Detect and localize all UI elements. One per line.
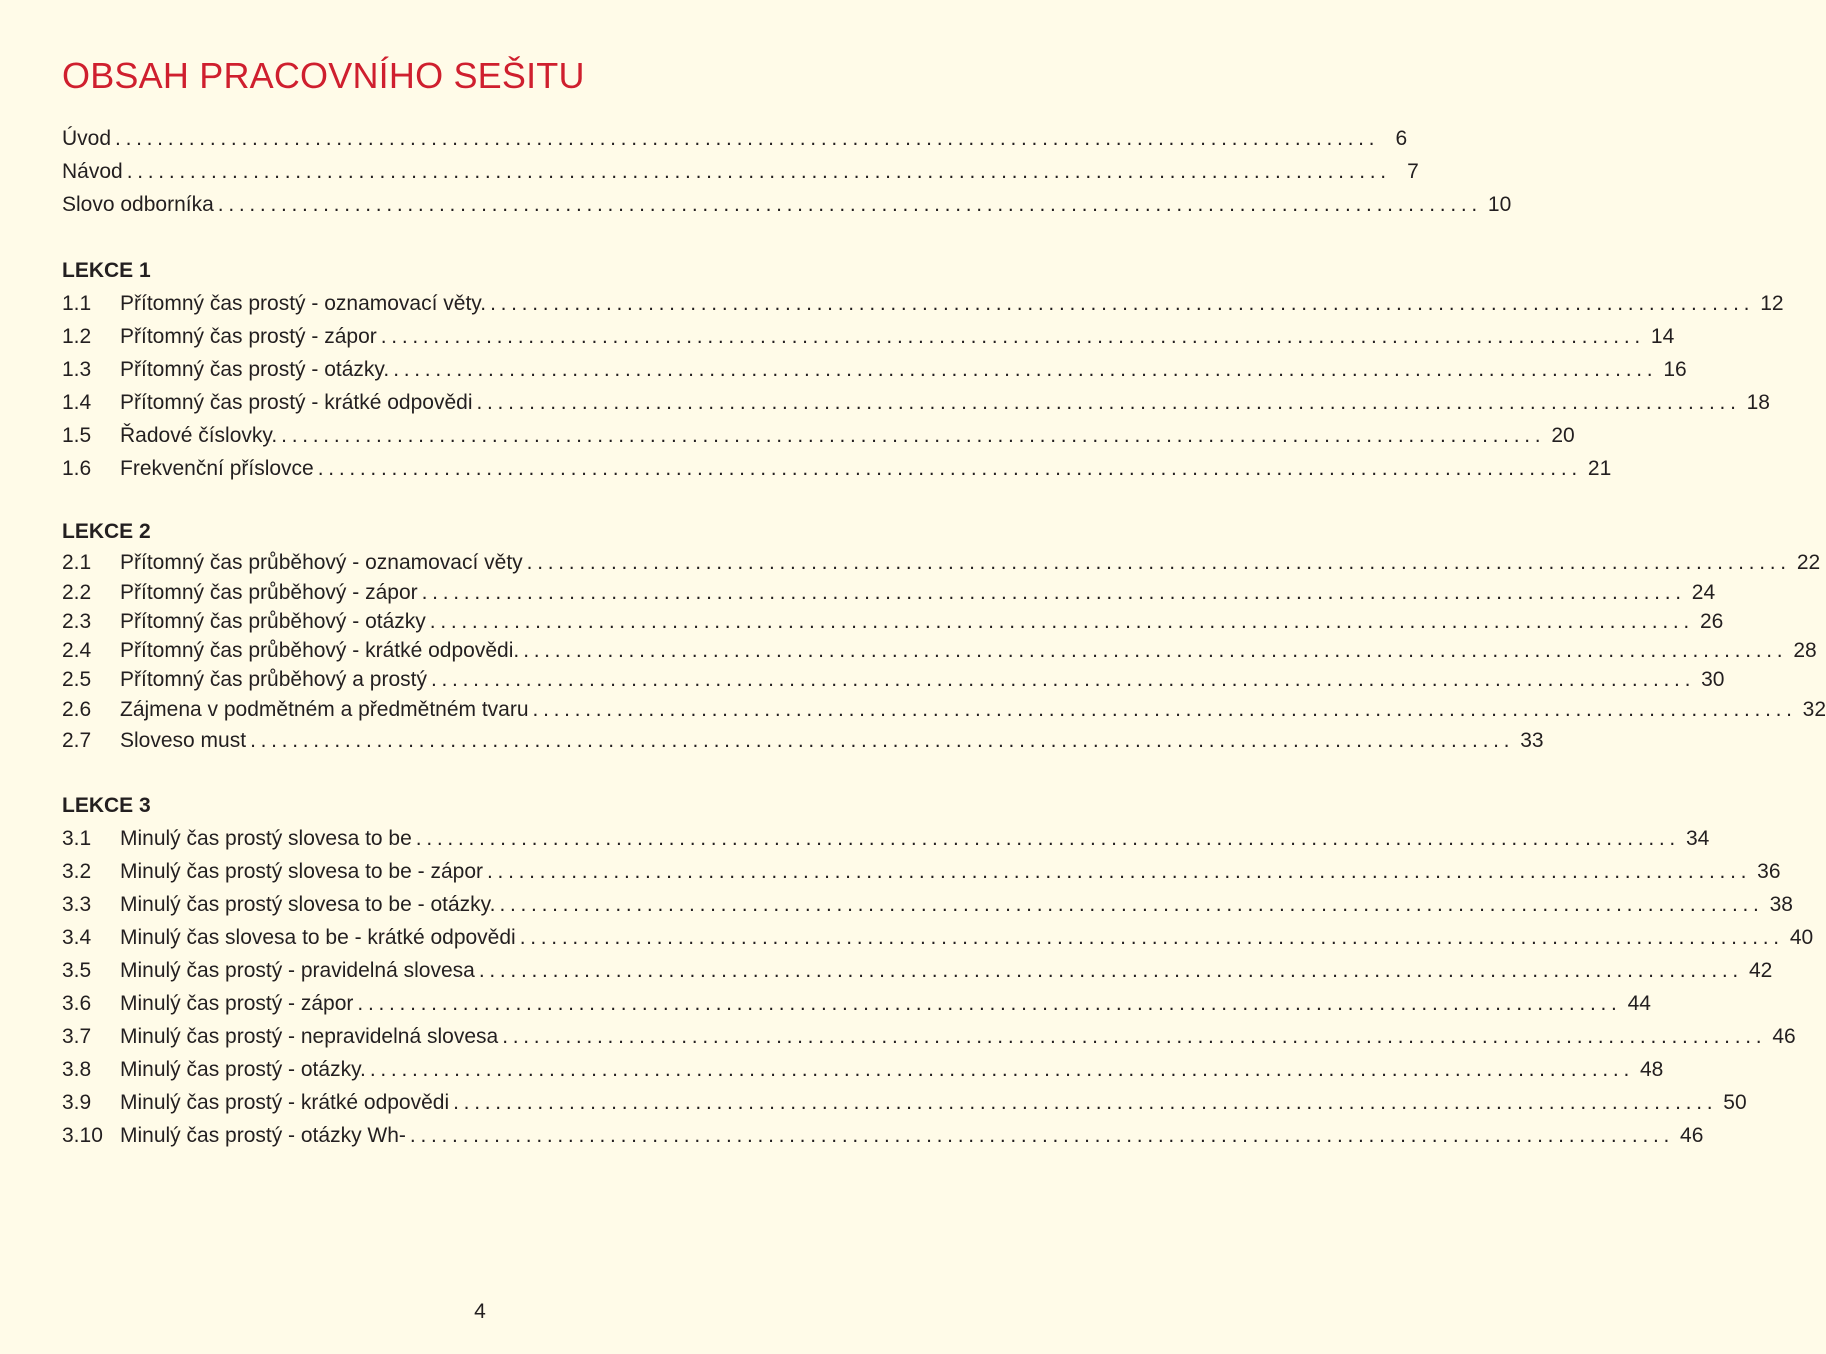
toc-entry[interactable] xyxy=(62,1086,1747,1119)
toc-entry-number: 3.8 xyxy=(62,1058,92,1081)
toc-entry-page: 7 xyxy=(1407,160,1419,183)
dot-leader: ........................................................................................................................ xyxy=(393,358,1658,381)
dot-leader: ........................................................................................................................ xyxy=(526,551,1791,574)
toc-entry-title: Minulý čas prostý - zápor xyxy=(120,992,354,1015)
toc-entry-page: 22 xyxy=(1796,551,1821,574)
toc-entry-page: 12 xyxy=(1760,292,1784,315)
dot-leader: ........................................................................................................................ xyxy=(217,193,1482,216)
toc-entry-title: Přítomný čas prostý - oznamovací věty. xyxy=(120,292,487,315)
toc-entry-title: Minulý čas prostý - otázky. xyxy=(120,1058,366,1081)
toc-entry-number: 3.10 xyxy=(62,1124,103,1147)
dot-leader: ........................................................................................................................ xyxy=(490,292,1755,315)
dot-leader: ........................................................................................................................ xyxy=(532,698,1797,721)
toc-entry-title: Přítomný čas průběhový - otázky xyxy=(120,610,426,633)
toc-entry-number: 1.2 xyxy=(62,325,92,348)
dot-leader: ........................................................................................................................ xyxy=(380,325,1645,348)
toc-entry-number: 3.7 xyxy=(62,1025,92,1048)
toc-entry-number: 1.1 xyxy=(62,292,92,315)
lesson-3-section xyxy=(62,789,1814,1152)
toc-entry[interactable] xyxy=(62,607,1724,636)
toc-entry[interactable] xyxy=(62,888,1793,921)
toc-entry-number: 2.6 xyxy=(62,698,92,721)
lesson-heading: LEKCE 3 xyxy=(62,794,151,817)
lesson-2-section xyxy=(62,515,1826,756)
dot-leader: ........................................................................................................................ xyxy=(429,610,1694,633)
toc-entry-page: 34 xyxy=(1685,827,1710,850)
toc-entry-number: 2.3 xyxy=(62,610,92,633)
toc-entry[interactable] xyxy=(62,320,1675,353)
toc-entry-page: 26 xyxy=(1699,610,1724,633)
toc-entry-title: Přítomný čas prostý - krátké odpovědi xyxy=(120,391,473,414)
toc-entry-number: 3.6 xyxy=(62,992,92,1015)
toc-entry[interactable] xyxy=(62,1053,1664,1086)
lesson-heading: LEKCE 2 xyxy=(62,520,151,543)
dot-leader: ........................................................................................................................ xyxy=(281,424,1546,447)
toc-entry[interactable] xyxy=(62,954,1773,987)
dot-leader: ........................................................................................................................ xyxy=(476,391,1741,414)
toc-entry-number: 3.2 xyxy=(62,860,92,883)
toc-entry-page: 10 xyxy=(1487,193,1512,216)
toc-entry-navod[interactable] xyxy=(62,155,1419,188)
toc-entry-page: 32 xyxy=(1802,698,1826,721)
dot-leader: ........................................................................................................................ xyxy=(453,1091,1718,1114)
page-title: OBSAH PRACOVNÍHO SEŠITU xyxy=(62,55,585,96)
toc-entry-title: Návod xyxy=(62,160,123,183)
toc-entry-number: 3.9 xyxy=(62,1091,92,1114)
toc-entry-title: Přítomný čas prostý - zápor xyxy=(120,325,377,348)
dot-leader: ........................................................................................................................ xyxy=(317,457,1582,480)
toc-entry[interactable] xyxy=(62,987,1651,1020)
toc-entry-title: Minulý čas prostý slovesa to be - zápor xyxy=(120,860,483,883)
dot-leader: ........................................................................................................................ xyxy=(523,639,1788,662)
toc-entry[interactable] xyxy=(62,725,1544,756)
toc-entry-title: Sloveso must xyxy=(120,729,247,752)
toc-entry-page: 44 xyxy=(1627,992,1651,1015)
toc-entry[interactable] xyxy=(62,636,1817,665)
toc-entry[interactable] xyxy=(62,578,1716,607)
toc-entry-page: 18 xyxy=(1746,391,1770,414)
toc-entry-number: 1.4 xyxy=(62,391,92,414)
toc-entry-number: 1.3 xyxy=(62,358,92,381)
toc-entry[interactable] xyxy=(62,419,1575,452)
toc-entry[interactable] xyxy=(62,1119,1704,1152)
toc-entry-number: 2.2 xyxy=(62,581,92,604)
toc-entry-title: Frekvenční příslovce xyxy=(120,457,314,480)
toc-entry-title: Minulý čas slovesa to be - krátké odpovědi xyxy=(120,926,516,949)
toc-entry[interactable] xyxy=(62,452,1612,485)
toc-entry-number: 3.4 xyxy=(62,926,92,949)
toc-entry[interactable] xyxy=(62,665,1725,694)
toc-entry[interactable] xyxy=(62,822,1710,855)
dot-leader: ........................................................................................................................ xyxy=(499,893,1764,916)
toc-entry-page: 30 xyxy=(1701,668,1725,691)
toc-entry-page: 42 xyxy=(1748,959,1773,982)
toc-entry[interactable] xyxy=(62,855,1781,888)
toc-entry-page: 24 xyxy=(1691,581,1716,604)
toc-entry-number: 2.1 xyxy=(62,551,92,574)
toc-entry-number: 2.4 xyxy=(62,639,92,662)
toc-entry-number: 1.5 xyxy=(62,424,92,447)
dot-leader: ........................................................................................................................ xyxy=(478,959,1743,982)
toc-entry-number: 3.5 xyxy=(62,959,92,982)
toc-entry-page: 36 xyxy=(1757,860,1781,883)
dot-leader: ........................................................................................................................ xyxy=(250,729,1515,752)
toc-entry-slovo-odbornika[interactable] xyxy=(62,188,1512,221)
toc-entry-page: 38 xyxy=(1769,893,1793,916)
lesson-1-section xyxy=(62,254,1784,485)
dot-leader: ........................................................................................................................ xyxy=(357,992,1622,1015)
intro-section xyxy=(62,122,1512,221)
toc-entry[interactable] xyxy=(62,548,1821,578)
toc-entry-title: Přítomný čas průběhový - zápor xyxy=(120,581,418,604)
toc-entry-page: 28 xyxy=(1793,639,1817,662)
toc-entry-title: Přítomný čas průběhový a prostý xyxy=(120,668,427,691)
toc-entry-page: 46 xyxy=(1680,1124,1704,1147)
toc-entry[interactable] xyxy=(62,353,1687,386)
toc-entry[interactable] xyxy=(62,287,1784,320)
toc-entry-title: Minulý čas prostý - krátké odpovědi xyxy=(120,1091,450,1114)
toc-entry[interactable] xyxy=(62,694,1826,725)
dot-leader: ........................................................................................................................ xyxy=(487,860,1752,883)
toc-entry-title: Minulý čas prostý slovesa to be xyxy=(120,827,412,850)
toc-entry-title: Přítomný čas průběhový - krátké odpovědi. xyxy=(120,639,520,662)
toc-entry-title: Slovo odborníka xyxy=(62,193,214,216)
dot-leader: ........................................................................................................................ xyxy=(126,160,1391,183)
toc-entry-title: Minulý čas prostý - otázky Wh- xyxy=(120,1124,406,1147)
toc-entry-page: 33 xyxy=(1520,729,1544,752)
dot-leader: ........................................................................................................................ xyxy=(519,926,1784,949)
page-number: 4 xyxy=(474,1300,486,1323)
dot-leader: ........................................................................................................................ xyxy=(421,581,1686,604)
dot-leader: ........................................................................................................................ xyxy=(430,668,1696,691)
dot-leader: ........................................................................................................................ xyxy=(502,1025,1767,1048)
toc-entry-page: 16 xyxy=(1663,358,1687,381)
lesson-heading: LEKCE 1 xyxy=(62,259,151,282)
toc-entry-title: Přítomný čas prostý - otázky. xyxy=(120,358,390,381)
toc-entry-title: Přítomný čas průběhový - oznamovací věty xyxy=(120,551,523,574)
toc-entry-page: 40 xyxy=(1789,926,1814,949)
toc-entry[interactable] xyxy=(62,921,1814,954)
toc-entry-page: 50 xyxy=(1723,1091,1747,1114)
dot-leader: ........................................................................................................................ xyxy=(415,827,1680,850)
dot-leader: ........................................................................................................................ xyxy=(409,1124,1675,1147)
toc-entry-page: 20 xyxy=(1551,424,1575,447)
dot-leader: ........................................................................................................................ xyxy=(369,1058,1634,1081)
toc-entry-title: Minulý čas prostý - nepravidelná slovesa xyxy=(120,1025,499,1048)
toc-entry-number: 2.5 xyxy=(62,668,92,691)
toc-entry-title: Minulý čas prostý - pravidelná slovesa xyxy=(120,959,475,982)
dot-leader: ........................................................................................................................ xyxy=(115,127,1380,150)
toc-entry-title: Řadové číslovky. xyxy=(120,424,278,447)
toc-entry-number: 3.1 xyxy=(62,827,92,850)
toc-entry-title: Zájmena v podmětném a předmětném tvaru xyxy=(120,698,529,721)
toc-entry-number: 3.3 xyxy=(62,893,92,916)
toc-entry-page: 21 xyxy=(1587,457,1612,480)
toc-entry-title: Minulý čas prostý slovesa to be - otázky. xyxy=(120,893,496,916)
toc-entry-number: 2.7 xyxy=(62,729,92,752)
toc-entry-number: 1.6 xyxy=(62,457,92,480)
toc-entry[interactable] xyxy=(62,386,1770,419)
toc-entry-page: 14 xyxy=(1650,325,1675,348)
toc-entry-page: 48 xyxy=(1640,1058,1664,1081)
toc-entry-page: 6 xyxy=(1395,127,1408,150)
toc-entry[interactable] xyxy=(62,1020,1796,1053)
toc-entry-page: 46 xyxy=(1772,1025,1796,1048)
toc-entry-uvod[interactable] xyxy=(62,122,1408,155)
toc-entry-title: Úvod xyxy=(62,127,112,150)
